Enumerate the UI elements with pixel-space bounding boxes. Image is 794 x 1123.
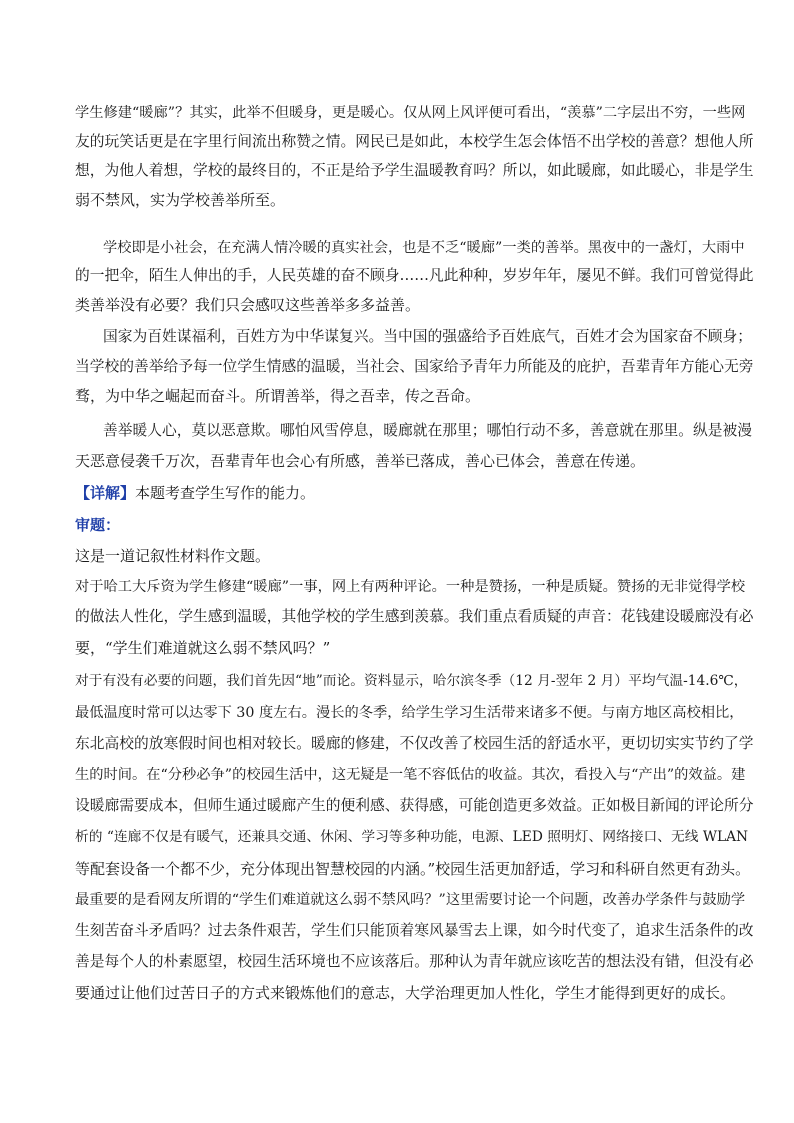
detail-line [75,483,315,503]
text-line: 善举暖人心，莫以恶意欺。哪怕风雪停息，暖廊就在那里；哪怕行动不多，善意就在那里。纵是被漫 [103,422,752,439]
text-line: 弱不禁风，实为学校善举所至。 [75,191,286,209]
text-line: 最重要的是看网友所谓的“学生们难道就这么弱不禁风吗？”这里需要讨论一个问题，改善办学条件与鼓励学 [75,892,746,908]
text-line: 学校即是小社会，在充满人情冷暖的真实社会，也是不乏“暖廊”一类的善举。黑夜中的一盏灯，大雨中 [103,240,745,256]
text-line: 这是一道记叙性材料作文题。 [75,547,271,565]
text-line: 国家为百姓谋福利，百姓方为中华谋复兴。当中国的强盛给予百姓底气，百姓才会为国家奋不顾身； [103,328,752,345]
text-line: 学生修建“暖廊”？其实，此举不但暖身，更是暖心。仅从网上风评便可看出，“羡慕”二字层出不穷，一些网 [75,105,746,121]
detail-label: 【详解】 [75,484,136,502]
text-line: 的做法人性化，学生感到温暖，其他学校的学生感到羡慕。我们重点看质疑的声音：花钱建设暖廊没有必 [75,608,754,625]
text-line: 类善举没有必要？我们只会感叹这些善举多多益善。 [75,296,421,314]
text-line: 的一把伞，陌生人伸出的手，人民英雄的奋不顾身……凡此种种，岁岁年年，屡见不鲜。我们可曾觉得此 [75,267,754,284]
text-line: 最低温度时常可以达零下 30 度左右。漫长的冬季，给学生学习生活带来诸多不便。与南方地区高校相比， [75,705,744,721]
text-line: 善是每个人的朴素愿望，校园生活环境也不应该落后。那种认为青年就应该吃苦的想法没有错，但没有必 [75,953,754,970]
text-line: 对于有没有必要的问题，我们首先因“地”而论。资料显示，哈尔滨冬季（12 月-翌年 2 月）平均气温-14.6℃， [75,673,748,689]
text-line: 想，为他人着想，学校的最终目的，不正是给予学生温暖教育吗？所以，如此暖廊，如此暖心，非是学生 [75,162,754,179]
text-line: 要通过让他们过苦日子的方式来锻炼他们的意志，大学治理更加人性化，学生才能得到更好的成长。 [75,984,736,1002]
text-line: 东北高校的放寒假时间也相对较长。暖廊的修建，不仅改善了校园生活的舒适水平，更切切实实节约了学 [75,735,754,752]
text-line: 友的玩笑话更是在字里行间流出称赞之情。网民已是如此，本校学生怎会体悟不出学校的善意？想他人所 [75,133,754,150]
text-line: 等配套设备一个都不少，充分体现出智慧校园的内涵。”校园生活更加舒适，学习和科研自然更有劲头。 [75,860,751,878]
text-line: 骛，为中华之崛起而奋斗。所谓善举，得之吾幸，传之吾命。 [75,387,481,405]
text-line: 生的时间。在“分秒必争”的校园生活中，这无疑是一笔不容低估的收益。其次，看投入与“产出”的效益。建 [75,767,746,783]
detail-text: 本题考查学生写作的能力。 [135,484,316,502]
text-line: 设暖廊需要成本，但师生通过暖廊产生的便利感、获得感，可能创造更多效益。正如极目新闻的评论所分 [75,797,754,814]
text-line: 生刻苦奋斗矛盾吗？过去条件艰苦，学生们只能顶着寒风暴雪去上课，如今时代变了，追求生活条件的改 [75,922,754,939]
text-line: 析的 “连廊不仅是有暖气，还兼具交通、休闲、学习等多种功能，电源、LED 照明灯、网络接口、无线 WLAN [75,829,749,845]
section-heading: 审题： [75,516,121,534]
text-line: 要，“学生们难道就这么弱不禁风吗？” [75,639,331,657]
text-line: 天恶意侵袭千万次，吾辈青年也会心有所感，善举已落成，善心已体会，善意在传递。 [75,452,646,470]
text-line: 对于哈工大斥资为学生修建“暖廊”一事，网上有两种评论。一种是赞扬，一种是质疑。赞扬的无非觉得学校 [75,579,746,595]
text-line: 当学校的善举给予每一位学生情感的温暖，当社会、国家给予青年力所能及的庇护，吾辈青年方能心无旁 [75,358,754,375]
